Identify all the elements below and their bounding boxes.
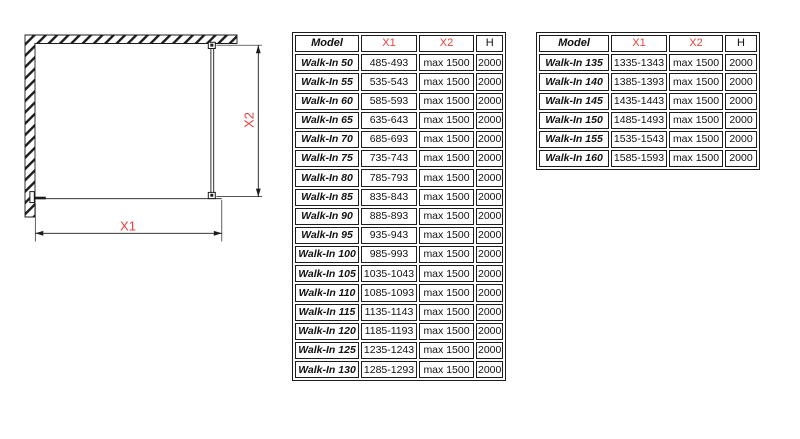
value-cell: max 1500 (419, 93, 474, 110)
column-header-h: H (476, 35, 503, 52)
value-cell: 2000 (476, 342, 503, 359)
column-header-model: Model (295, 35, 359, 52)
value-cell: max 1500 (669, 54, 723, 71)
value-cell: 2000 (476, 131, 503, 148)
value-cell: 1235-1243 (361, 342, 417, 359)
model-cell: Walk-In 120 (295, 323, 359, 340)
value-cell: 1485-1493 (611, 112, 667, 129)
table-row (295, 112, 503, 129)
table-row (295, 246, 503, 263)
value-cell: max 1500 (419, 208, 474, 225)
table-row (539, 150, 757, 167)
value-cell: 785-793 (361, 169, 417, 186)
value-cell: 535-543 (361, 73, 417, 90)
value-cell: 2000 (476, 73, 503, 90)
value-cell: 2000 (476, 150, 503, 167)
x1-label: X1 (120, 218, 136, 234)
value-cell: 2000 (476, 54, 503, 71)
wall-hatch (25, 35, 237, 217)
table-row (539, 93, 757, 110)
table-row (539, 54, 757, 71)
model-cell: Walk-In 125 (295, 342, 359, 359)
model-cell: Walk-In 60 (295, 93, 359, 110)
dimensions-table (292, 32, 506, 381)
model-cell: Walk-In 150 (539, 112, 609, 129)
value-cell: max 1500 (419, 169, 474, 186)
spec-table-walk-in-135-160 (536, 32, 760, 170)
value-cell: 1435-1443 (611, 93, 667, 110)
technical-drawing (0, 0, 290, 260)
model-cell: Walk-In 70 (295, 131, 359, 148)
value-cell: 2000 (725, 54, 757, 71)
value-cell: 2000 (725, 131, 757, 148)
column-header-x1: X1 (361, 35, 417, 52)
value-cell: max 1500 (419, 361, 474, 378)
value-cell: max 1500 (419, 342, 474, 359)
arrowhead-left (35, 231, 43, 236)
model-cell: Walk-In 110 (295, 284, 359, 301)
value-cell: max 1500 (419, 227, 474, 244)
table-row (295, 189, 503, 206)
value-cell: 1285-1293 (361, 361, 417, 378)
column-header-h: H (725, 35, 757, 52)
value-cell: 1585-1593 (611, 150, 667, 167)
column-header-x2: X2 (419, 35, 474, 52)
table-row (539, 73, 757, 90)
value-cell: max 1500 (669, 131, 723, 148)
table-row (295, 323, 503, 340)
model-cell: Walk-In 55 (295, 73, 359, 90)
value-cell: 2000 (725, 112, 757, 129)
value-cell: max 1500 (669, 150, 723, 167)
value-cell: 2000 (476, 304, 503, 321)
value-cell: max 1500 (419, 150, 474, 167)
model-cell: Walk-In 90 (295, 208, 359, 225)
value-cell: 1035-1043 (361, 265, 417, 282)
value-cell: max 1500 (419, 112, 474, 129)
model-cell: Walk-In 155 (539, 131, 609, 148)
spec-table-walk-in-50-130 (292, 32, 506, 381)
value-cell: 2000 (725, 93, 757, 110)
table-row (539, 131, 757, 148)
value-cell: 885-893 (361, 208, 417, 225)
table-row (295, 342, 503, 359)
value-cell: 835-843 (361, 189, 417, 206)
value-cell: 2000 (476, 265, 503, 282)
value-cell: 1385-1393 (611, 73, 667, 90)
arrowhead-up (256, 45, 261, 53)
table-row (539, 112, 757, 129)
value-cell: 2000 (725, 73, 757, 90)
model-cell: Walk-In 130 (295, 361, 359, 378)
model-cell: Walk-In 85 (295, 189, 359, 206)
value-cell: 935-943 (361, 227, 417, 244)
value-cell: max 1500 (669, 93, 723, 110)
table-header-row (295, 35, 503, 52)
dimensions-table (536, 32, 760, 170)
column-header-x2: X2 (669, 35, 723, 52)
model-cell: Walk-In 95 (295, 227, 359, 244)
value-cell: 2000 (476, 208, 503, 225)
table-row (295, 265, 503, 282)
value-cell: 2000 (476, 323, 503, 340)
value-cell: 2000 (476, 361, 503, 378)
table-row (295, 361, 503, 378)
x2-label: X2 (241, 112, 257, 128)
table-row (295, 284, 503, 301)
wall-profile (30, 192, 46, 203)
arrowhead-down (256, 189, 261, 197)
model-cell: Walk-In 50 (295, 54, 359, 71)
column-header-model: Model (539, 35, 609, 52)
table-header-row (539, 35, 757, 52)
table-row (295, 150, 503, 167)
model-cell: Walk-In 135 (539, 54, 609, 71)
model-cell: Walk-In 140 (539, 73, 609, 90)
glass-panel (208, 42, 215, 198)
value-cell: 685-693 (361, 131, 417, 148)
table-row (295, 227, 503, 244)
table-row (295, 169, 503, 186)
model-cell: Walk-In 75 (295, 150, 359, 167)
table-row (295, 73, 503, 90)
value-cell: max 1500 (419, 265, 474, 282)
x1-dimension (35, 200, 222, 242)
arrowhead-right (214, 231, 222, 236)
value-cell: 2000 (476, 93, 503, 110)
value-cell: 2000 (476, 169, 503, 186)
value-cell: 985-993 (361, 246, 417, 263)
column-header-x1: X1 (611, 35, 667, 52)
value-cell: 2000 (476, 189, 503, 206)
value-cell: 735-743 (361, 150, 417, 167)
model-cell: Walk-In 100 (295, 246, 359, 263)
value-cell: 2000 (476, 227, 503, 244)
model-cell: Walk-In 80 (295, 169, 359, 186)
model-cell: Walk-In 115 (295, 304, 359, 321)
table-row (295, 131, 503, 148)
value-cell: 1335-1343 (611, 54, 667, 71)
value-cell: 2000 (476, 284, 503, 301)
value-cell: max 1500 (419, 304, 474, 321)
value-cell: 585-593 (361, 93, 417, 110)
value-cell: 2000 (725, 150, 757, 167)
value-cell: 1085-1093 (361, 284, 417, 301)
x2-dimension (217, 45, 263, 196)
value-cell: 2000 (476, 246, 503, 263)
value-cell: max 1500 (419, 246, 474, 263)
value-cell: 1185-1193 (361, 323, 417, 340)
value-cell: max 1500 (419, 284, 474, 301)
table-row (295, 93, 503, 110)
table-row (295, 304, 503, 321)
value-cell: 2000 (476, 112, 503, 129)
value-cell: 485-493 (361, 54, 417, 71)
model-cell: Walk-In 105 (295, 265, 359, 282)
model-cell: Walk-In 65 (295, 112, 359, 129)
table-row (295, 54, 503, 71)
value-cell: max 1500 (419, 54, 474, 71)
value-cell: max 1500 (419, 189, 474, 206)
table-row (295, 208, 503, 225)
value-cell: 1535-1543 (611, 131, 667, 148)
value-cell: 635-643 (361, 112, 417, 129)
value-cell: max 1500 (419, 323, 474, 340)
value-cell: max 1500 (419, 73, 474, 90)
value-cell: max 1500 (669, 112, 723, 129)
model-cell: Walk-In 160 (539, 150, 609, 167)
value-cell: 1135-1143 (361, 304, 417, 321)
model-cell: Walk-In 145 (539, 93, 609, 110)
value-cell: max 1500 (419, 131, 474, 148)
value-cell: max 1500 (669, 73, 723, 90)
